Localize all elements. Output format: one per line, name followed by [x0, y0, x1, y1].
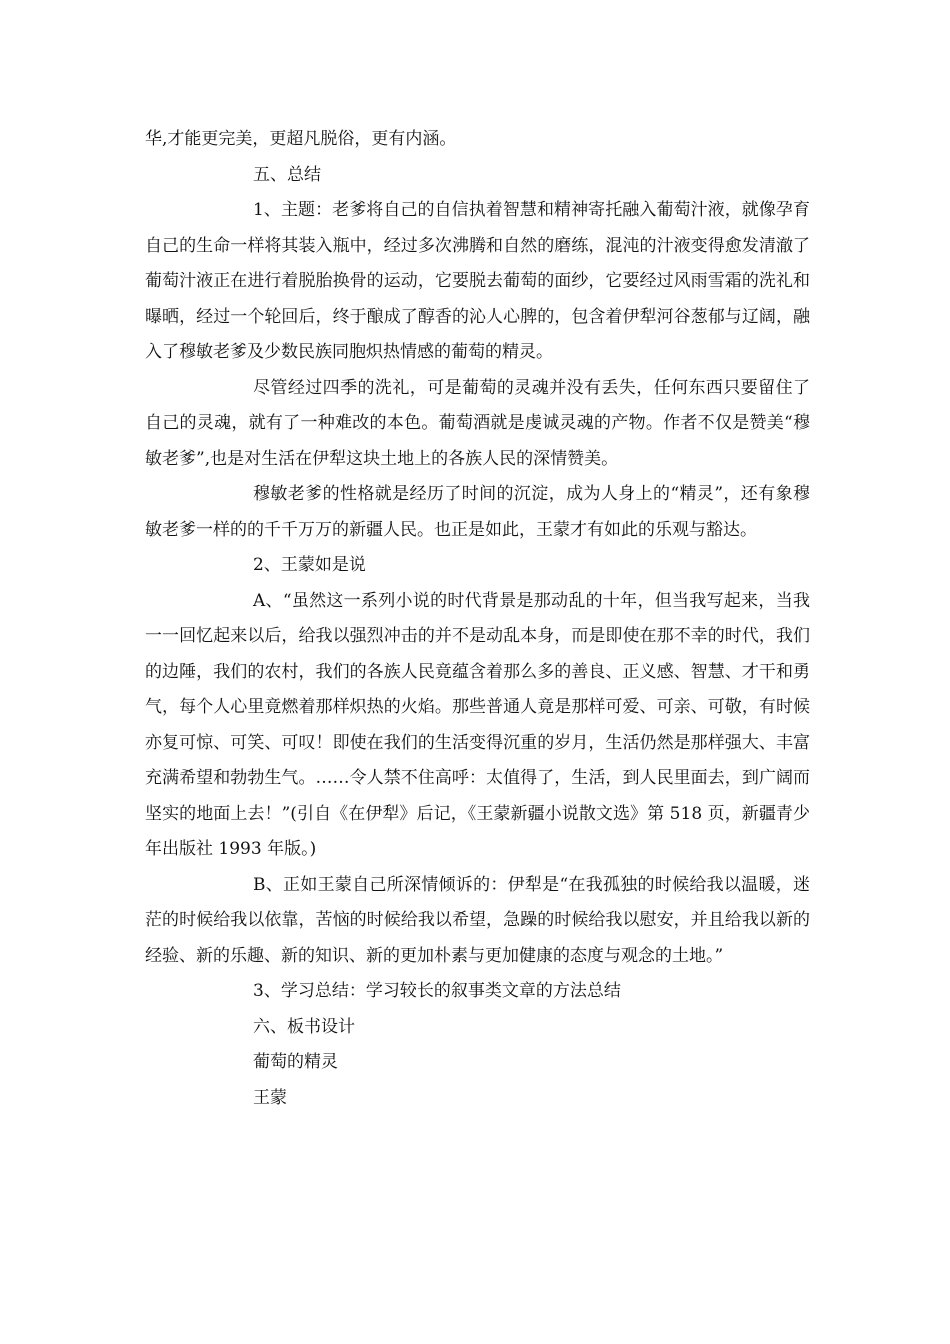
paragraph-quote-b: B、正如王蒙自己所深情倾诉的：伊犁是“在我孤独的时候给我以温暖，迷茫的时候给我以依靠，苦恼的时候给我以希望，急躁的时候给我以慰安，并且给我以新的经验、新的乐趣、新的知识、新的更加朴素与更加健康的态度与观念的土地。”	[145, 874, 810, 966]
document-body	[145, 122, 810, 1116]
paragraph-quote-a: A、“虽然这一系列小说的时代背景是那动乱的十年，但当我写起来，当我一一回忆起来以后，给我以强烈冲击的并不是动乱本身，而是即使在那不幸的时代，我们的边陲，我们的农村，我们的各族人民竟蕴含着那么多的善良、正义感、智慧、才干和勇气，每个人心里竟燃着那样炽热的火焰。那些普通人竟是那样可爱、可亲、可敬，有时候亦复可惊、可笑、可叹！即使在我们的生活变得沉重的岁月，生活仍然是那样强大、丰富充满希望和勃勃生气。……令人禁不住高呼：太值得了，生活，到人民里面去，到广阔而坚实的地面上去！”(引自《在伊犁》后记，《王蒙新疆小说散文选》第 518 页，新疆青少年出版社 1993 年版。)	[145, 590, 810, 859]
paragraph-character: 穆敏老爹的性格就是经历了时间的沉淀，成为人身上的“精灵”，还有象穆敏老爹一样的的千千万万的新疆人民。也正是如此，王蒙才有如此的乐观与豁达。	[145, 484, 810, 540]
subheading-wang-meng-says: 2、王蒙如是说	[253, 555, 366, 575]
paragraph-soul: 尽管经过四季的洗礼，可是葡萄的灵魂并没有丢失，任何东西只要留住了自己的灵魂，就有了一种难改的本色。葡萄酒就是虔诚灵魂的产物。作者不仅是赞美“穆敏老爹”,也是对生活在伊犁这块土地上的各族人民的深情赞美。	[145, 377, 810, 469]
section-heading-summary: 五、总结	[253, 164, 321, 185]
board-author: 王蒙	[253, 1087, 287, 1108]
board-title: 葡萄的精灵	[253, 1052, 338, 1072]
subheading-study-summary: 3、学习总结：学习较长的叙事类文章的方法总结	[253, 981, 621, 1001]
paragraph-theme: 1、主题：老爹将自己的自信执着智慧和精神寄托融入葡萄汁液，就像孕育自己的生命一样将其装入瓶中，经过多次沸腾和自然的磨练，混沌的汁液变得愈发清澈了葡萄汁液正在进行着脱胎换骨的运动，它要脱去葡萄的面纱，它要经过风雨雪霜的洗礼和曝晒，经过一个轮回后，终于酿成了醇香的沁人心脾的，包含着伊犁河谷葱郁与辽阔，融入了穆敏老爹及少数民族同胞炽热情感的葡萄的精灵。	[145, 200, 810, 362]
section-heading-board-design: 六、板书设计	[253, 1016, 355, 1037]
paragraph-continuation: 华,才能更完美，更超凡脱俗，更有内涵。	[145, 129, 457, 149]
